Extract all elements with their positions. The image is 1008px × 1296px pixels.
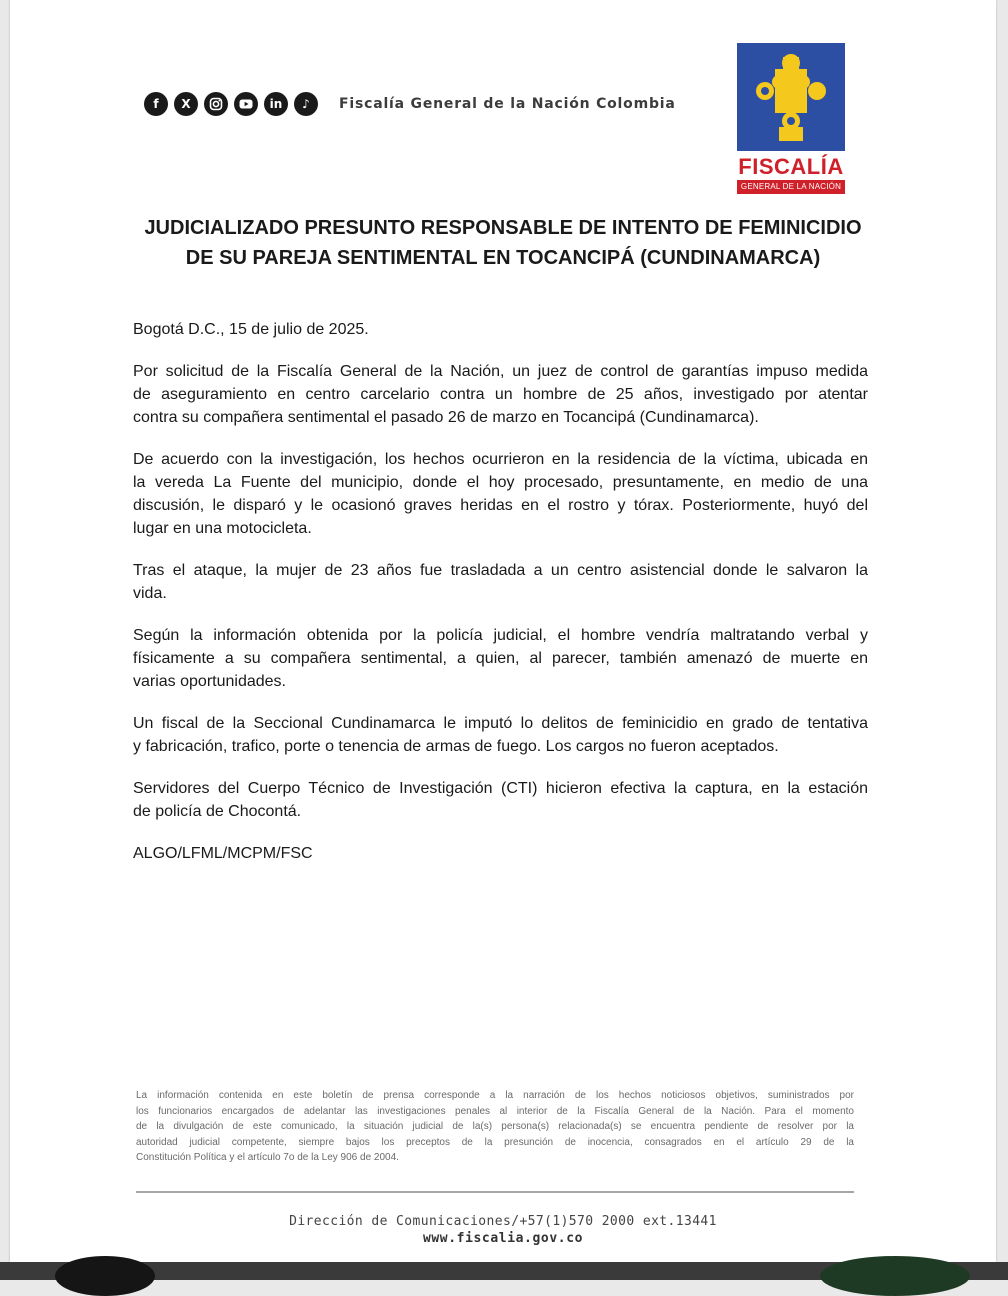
paragraph-3 [133, 559, 868, 605]
title-line-2: DE SU PAREJA SENTIMENTAL EN TOCANCIPÁ (CUNDINAMARCA) [185, 247, 821, 269]
press-release-page [10, 0, 996, 1262]
text-line: contra su compañera sentimental el pasado 26 de marzo en Tocancipá (Cundinamarca). [133, 409, 759, 426]
organization-name: Fiscalía General de la Nación Colombia [339, 96, 676, 112]
logo-subtitle: GENERAL DE LA NACIÓN [737, 180, 845, 194]
tiktok-icon[interactable]: ♪ [294, 92, 318, 116]
title-line-1: JUDICIALIZADO PRESUNTO RESPONSABLE DE INTENTO DE FEMINICIDIO [144, 217, 862, 239]
text-line: Un fiscal de la Seccional Cundinamarca le imputó lo delitos de feminicidio en grado de tentativa [133, 715, 868, 732]
paragraph-4 [133, 624, 868, 693]
text-line: lugar en una motocicleta. [133, 520, 312, 537]
text-line: Por solicitud de la Fiscalía General de la Nación, un juez de control de garantías impuso medida [133, 363, 868, 380]
text-line: De acuerdo con la investigación, los hechos ocurrieron en la residencia de la víctima, ubicada en [133, 451, 868, 468]
instagram-icon[interactable] [204, 92, 228, 116]
disclaimer-line: de la divulgación de este comunicado, la situación judicial de la(s) persona(s) relacionada(s) se encuentra pendiente de resolver por la [136, 1121, 854, 1132]
text-line: de policía de Chocontá. [133, 803, 302, 820]
youtube-icon[interactable] [234, 92, 258, 116]
linkedin-icon[interactable]: in [264, 92, 288, 116]
dateline: Bogotá D.C., 15 de julio de 2025. [133, 321, 369, 338]
paragraph-6 [133, 777, 868, 823]
disclaimer-line: La información contenida en este boletín de prensa corresponde a la narración de los hechos noticiosos objetivos, suministrados por [136, 1090, 854, 1101]
disclaimer-line: los funcionarios encargados de adelantar las investigaciones penales al interior de la Fiscalía General de la Nación. Para el momento [136, 1105, 854, 1117]
page-title [110, 213, 896, 273]
text-line: vida. [133, 585, 167, 602]
facebook-icon[interactable]: f [144, 92, 168, 116]
footer [110, 1213, 896, 1247]
footer-divider [136, 1191, 854, 1193]
article-body [133, 318, 868, 884]
text-line: Según la información obtenida por la policía judicial, el hombre vendría maltratando verbal y [133, 627, 868, 644]
text-line: discusión, le disparó y le ocasionó graves heridas en el rostro y tórax. Posteriormente, huyó del [133, 497, 868, 514]
contact-info: Dirección de Comunicaciones/+57(1)570 2000 ext.13441 [289, 1214, 717, 1229]
text-line: físicamente a su compañera sentimental, a quien, al parecer, también amenazó de muerte en [133, 650, 868, 667]
logo-emblem [737, 43, 845, 151]
disclaimer-line: Constitución Política y el artículo 7o de la Ley 906 de 2004. [136, 1152, 399, 1163]
bottom-right-shadow [820, 1256, 970, 1296]
paragraph-2 [133, 448, 868, 540]
text-line: y fabricación, trafico, porte o tenencia de armas de fuego. Los cargos no fueron aceptados. [133, 738, 779, 755]
text-line: Servidores del Cuerpo Técnico de Investigación (CTI) hicieron efectiva la captura, en la estación [133, 780, 868, 797]
text-line: Tras el ataque, la mujer de 23 años fue trasladada a un centro asistencial donde le salvaron la [133, 562, 868, 579]
signature-initials: ALGO/LFML/MCPM/FSC [133, 845, 313, 862]
text-line: la vereda La Fuente del municipio, donde el hoy procesado, presuntamente, en medio de una [133, 474, 868, 491]
legal-disclaimer [136, 1088, 854, 1166]
website-link[interactable]: www.fiscalia.gov.co [422, 1231, 584, 1246]
text-line: de aseguramiento en centro carcelario contra un hombre de 25 años, investigado por atentar [133, 386, 868, 403]
paragraph-5 [133, 712, 868, 758]
logo-wordmark: FISCALÍA [738, 154, 844, 179]
disclaimer-line: autoridad judicial competente, siempre bajos los preceptos de la presunción de inocencia, consagrados en el artículo 29 de la [136, 1136, 854, 1148]
paragraph-1 [133, 360, 868, 429]
puzzle-piece-icon [737, 43, 845, 151]
x-twitter-icon[interactable]: X [174, 92, 198, 116]
bottom-left-shadow [55, 1256, 155, 1296]
text-line: varias oportunidades. [133, 673, 286, 690]
fiscalia-logo [737, 43, 849, 195]
social-links-row [144, 92, 676, 116]
